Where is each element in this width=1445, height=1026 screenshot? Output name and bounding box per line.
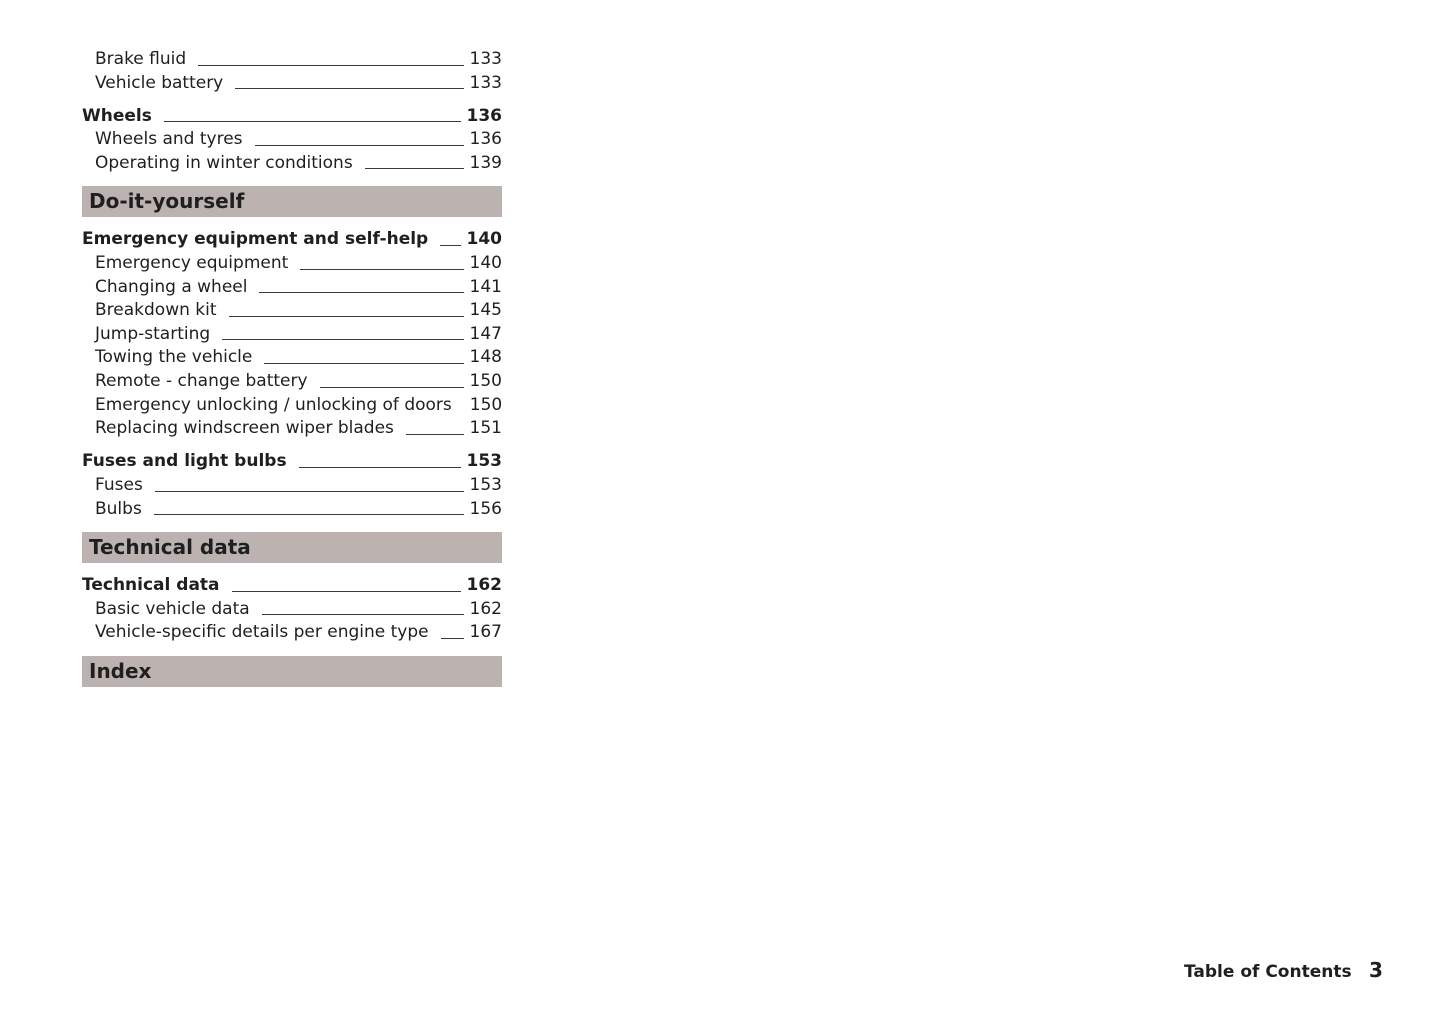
- toc-entry-title: Brake fluid: [95, 49, 187, 69]
- dot-leader: [264, 363, 463, 364]
- toc-entry-page: 140: [469, 253, 502, 274]
- section-header-do-it-yourself: Do-it-yourself: [82, 186, 502, 217]
- toc-entry-title: Vehicle battery: [95, 72, 224, 93]
- toc-entry-page: 148: [469, 347, 502, 368]
- toc-entry-brake-fluid[interactable]: [82, 48, 502, 72]
- toc-chapter-title: Fuses and light bulbs: [82, 451, 287, 472]
- dot-leader: [441, 638, 464, 639]
- toc-entry-changing-a-wheel[interactable]: [82, 276, 502, 300]
- toc-entry-fuses[interactable]: [82, 474, 502, 498]
- dot-leader: [164, 121, 461, 122]
- toc-entry-wheels-and-tyres[interactable]: [82, 128, 502, 152]
- toc-entry-title: Remote - change battery: [95, 371, 308, 392]
- dot-leader: [440, 245, 460, 246]
- toc-entry-title: Fuses: [95, 474, 143, 495]
- toc-entry-title: Basic vehicle data: [95, 598, 250, 619]
- toc-entry-towing[interactable]: [82, 346, 502, 370]
- toc-entry-title: Breakdown kit: [95, 300, 217, 321]
- toc-entry-page: 136: [469, 129, 502, 150]
- dot-leader: [232, 591, 461, 592]
- dot-leader: [155, 491, 464, 492]
- toc-entry-title: Emergency equipment: [95, 253, 289, 274]
- section-header-index[interactable]: Index: [82, 656, 502, 687]
- toc-entry-emergency-equipment[interactable]: [82, 252, 502, 276]
- dot-leader: [365, 168, 464, 169]
- toc-chapter-page: 162: [466, 575, 502, 596]
- dot-leader: [262, 614, 464, 615]
- toc-entry-page: 133: [469, 49, 502, 69]
- toc-chapter-title: Technical data: [82, 575, 220, 596]
- dot-leader: [320, 387, 464, 388]
- toc-entry-title: Replacing windscreen wiper blades: [95, 418, 394, 439]
- toc-entry-title: Operating in winter conditions: [95, 152, 353, 173]
- dot-leader: [235, 88, 463, 89]
- toc-entry-page: 141: [469, 276, 502, 297]
- toc-chapter-emergency[interactable]: [82, 228, 502, 252]
- toc-entry-emergency-unlocking[interactable]: [82, 394, 502, 418]
- toc-entry-page: 145: [469, 300, 502, 321]
- section-header-technical-data: Technical data: [82, 532, 502, 563]
- toc-entry-page: 150: [469, 371, 502, 392]
- page-number: 3: [1369, 958, 1383, 982]
- toc-entry-page: 162: [469, 598, 502, 619]
- toc-chapter-page: 153: [466, 451, 502, 472]
- dot-leader: [222, 339, 463, 340]
- footer-title: Table of Contents: [1184, 962, 1352, 982]
- toc-chapter-page: 136: [466, 105, 502, 126]
- toc-entry-title: Wheels and tyres: [95, 129, 243, 150]
- toc-entry-breakdown-kit[interactable]: [82, 299, 502, 323]
- toc-entry-engine-details[interactable]: [82, 621, 502, 645]
- toc-entry-page: 156: [469, 498, 502, 519]
- toc-entry-basic-vehicle-data[interactable]: [82, 598, 502, 622]
- toc-entry-title: Vehicle-specific details per engine type: [95, 622, 429, 643]
- toc-entry-page: 147: [469, 323, 502, 344]
- dot-leader: [229, 316, 464, 317]
- toc-entry-bulbs[interactable]: [82, 498, 502, 522]
- dot-leader: [255, 145, 464, 146]
- toc-entry-title: Emergency unlocking / unlocking of doors: [95, 394, 452, 415]
- toc-entry-page: 151: [469, 418, 502, 439]
- toc-entry-title: Towing the vehicle: [95, 347, 253, 368]
- toc-entry-page: 153: [469, 474, 502, 495]
- dot-leader: [406, 434, 464, 435]
- toc-entry-vehicle-battery[interactable]: [82, 72, 502, 96]
- toc-chapter-page: 140: [466, 229, 502, 250]
- toc-chapter-title: Wheels: [82, 105, 152, 126]
- dot-leader: [154, 514, 464, 515]
- toc-entry-page: 150: [469, 394, 503, 415]
- dot-leader: [300, 269, 463, 270]
- table-of-contents: [82, 48, 502, 698]
- toc-entry-title: Bulbs: [95, 498, 142, 519]
- toc-chapter-title: Emergency equipment and self-help: [82, 229, 429, 250]
- toc-chapter-technical-data[interactable]: [82, 574, 502, 598]
- toc-entry-jump-starting[interactable]: [82, 323, 502, 347]
- toc-entry-page: 167: [469, 622, 502, 643]
- toc-entry-remote-battery[interactable]: [82, 370, 502, 394]
- toc-entry-title: Jump-starting: [95, 323, 211, 344]
- toc-entry-page: 139: [469, 152, 502, 173]
- toc-entry-page: 133: [469, 72, 502, 93]
- dot-leader: [259, 292, 463, 293]
- toc-entry-wiper-blades[interactable]: [82, 417, 502, 441]
- dot-leader: [299, 467, 461, 468]
- dot-leader: [198, 65, 463, 66]
- toc-chapter-wheels[interactable]: [82, 105, 502, 129]
- toc-chapter-fuses-bulbs[interactable]: [82, 450, 502, 474]
- toc-entry-winter-conditions[interactable]: [82, 152, 502, 176]
- toc-entry-title: Changing a wheel: [95, 276, 248, 297]
